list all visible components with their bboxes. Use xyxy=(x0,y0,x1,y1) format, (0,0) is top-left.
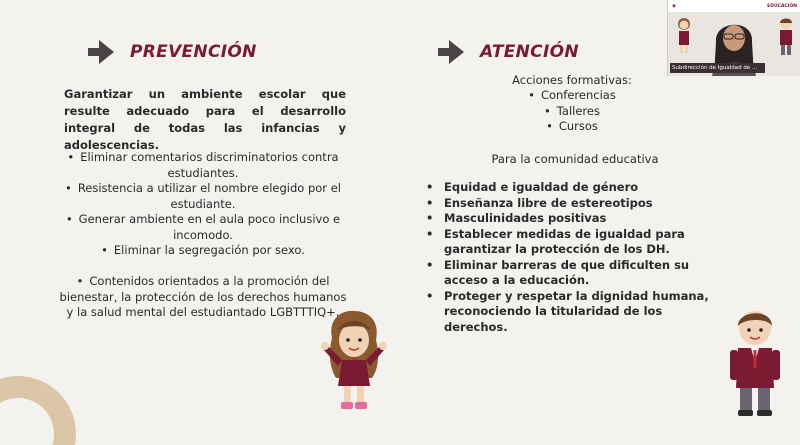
atencion-title: ATENCIÓN xyxy=(480,42,579,62)
mini-girl-illustration xyxy=(674,16,694,56)
list-item: • Eliminar la segregación por sexo. xyxy=(58,243,348,259)
video-call-thumbnail[interactable] xyxy=(667,0,800,76)
list-item: • Masculinidades positivas xyxy=(418,211,710,227)
list-item: • Generar ambiente en el aula poco inclusivo e incomodo. xyxy=(58,212,348,243)
list-item: • Talleres xyxy=(482,104,662,120)
video-caption: Subdirección de Igualdad de ... xyxy=(670,63,765,73)
list-item: • Enseñanza libre de estereotipos xyxy=(418,196,710,212)
list-item: • Contenidos orientados a la promoción del bienestar, la protección de los derechos humanos y la salud mental del estudiantado LGBTTTIQ+. xyxy=(58,274,348,321)
boy-student-illustration xyxy=(724,306,786,422)
prevencion-list xyxy=(58,150,348,259)
atencion-heading xyxy=(436,37,579,67)
prevencion-heading xyxy=(86,37,257,67)
atencion-list xyxy=(418,180,710,335)
prevencion-intro: Garantizar un ambiente escolar que resulte adecuado para el desarrollo integral de todas las infancias y adolescencias. xyxy=(64,87,346,152)
list-item: • Proteger y respetar la dignidad humana, reconociendo la titularidad de los derechos. xyxy=(418,289,710,336)
list-item: • Establecer medidas de igualdad para garantizar la protección de los DH. xyxy=(418,227,710,258)
girl-student-illustration xyxy=(318,308,390,416)
video-header-bar xyxy=(668,0,800,12)
mini-boy-illustration xyxy=(776,16,796,58)
list-item: • Eliminar barreras de que dificulten su acceso a la educación. xyxy=(418,258,710,289)
list-item: • Eliminar comentarios discriminatorios contra estudiantes. xyxy=(58,150,348,181)
list-item: • Cursos xyxy=(482,119,662,135)
acciones-title: Acciones formativas: xyxy=(512,73,632,87)
comunidad-label: Para la comunidad educativa xyxy=(491,152,659,166)
seal-icon: ◉ xyxy=(672,3,676,9)
list-item: • Resistencia a utilizar el nombre elegido por el estudiante. xyxy=(58,181,348,212)
list-item: • Equidad e igualdad de género xyxy=(418,180,710,196)
arrow-right-icon xyxy=(86,37,116,67)
list-item: • Conferencias xyxy=(482,88,662,104)
video-header-label: EDUCACIÓN xyxy=(767,3,797,9)
prevencion-list-secondary xyxy=(58,274,348,321)
acciones-list xyxy=(482,88,662,135)
arrow-right-icon xyxy=(436,37,466,67)
prevencion-title: PREVENCIÓN xyxy=(130,42,257,62)
decorative-circle xyxy=(0,376,76,445)
